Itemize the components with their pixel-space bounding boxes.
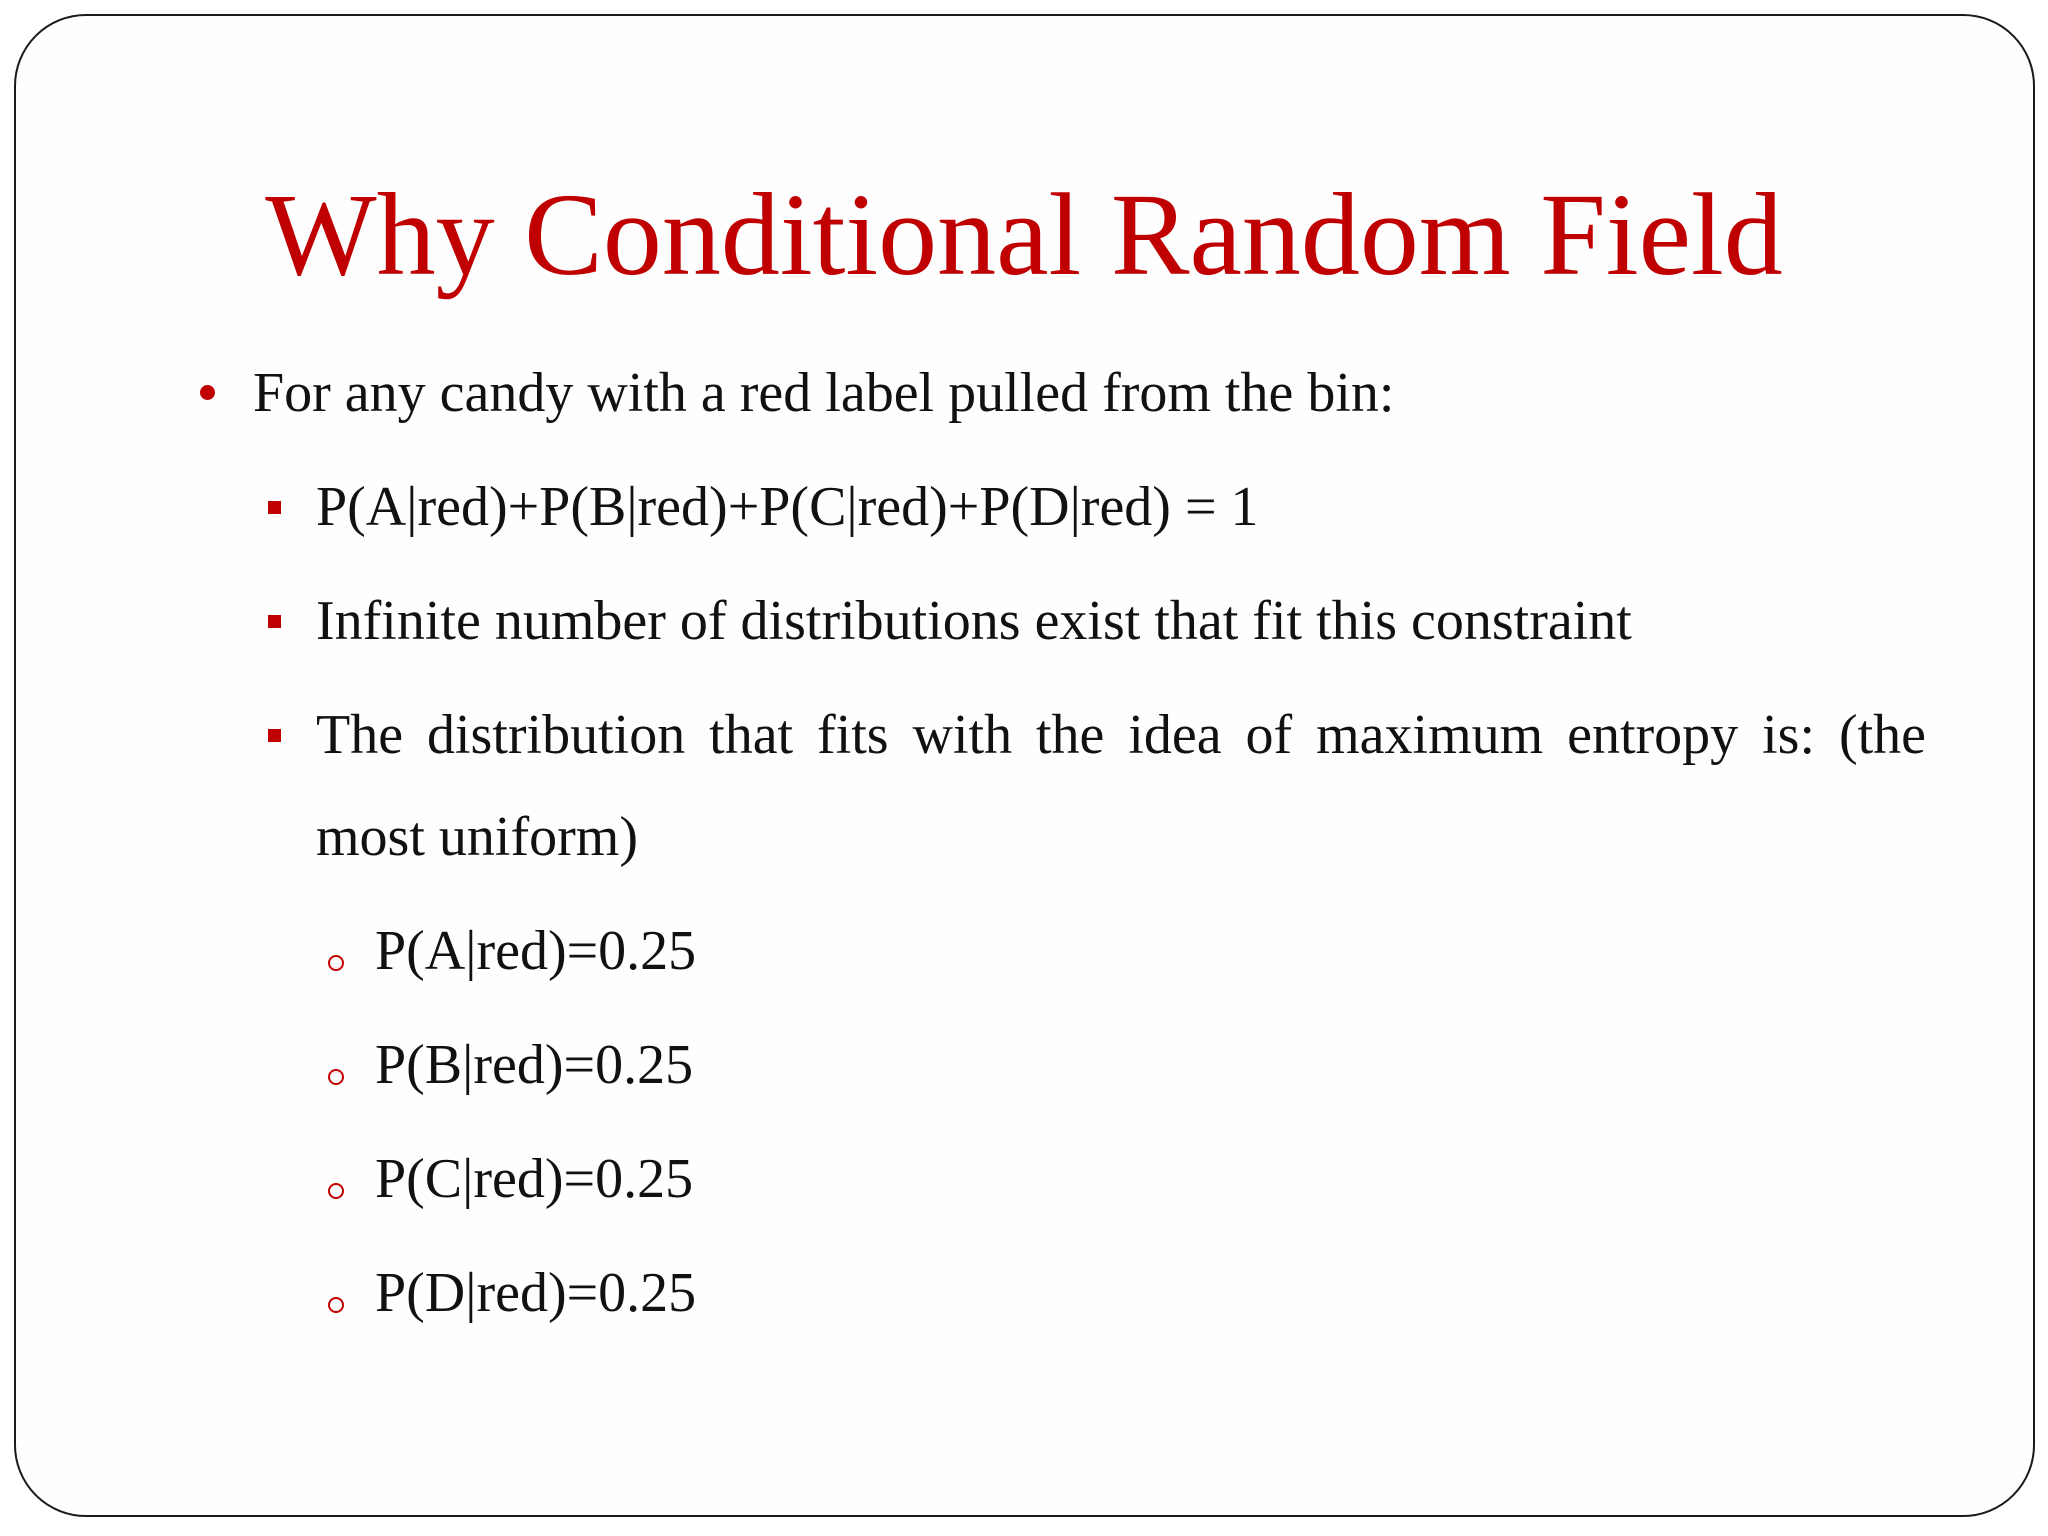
square-bullet-icon <box>268 615 281 628</box>
square-bullet-icon <box>268 501 281 514</box>
filled-circle-bullet-icon <box>200 385 215 400</box>
sub-bullet-item-continuation: most uniform) <box>316 806 638 868</box>
sub-sub-bullet-item: P(B|red)=0.25 <box>375 1034 694 1096</box>
sub-bullet-item: The distribution that fits with the idea of maximum entropy is: (the <box>316 704 1926 766</box>
sub-sub-bullet-item: P(C|red)=0.25 <box>375 1148 694 1210</box>
hollow-circle-bullet-icon <box>328 1297 344 1313</box>
sub-sub-bullet-item: P(D|red)=0.25 <box>375 1262 697 1324</box>
slide-title: Why Conditional Random Field <box>265 169 1783 300</box>
sub-bullet-item: Infinite number of distributions exist that fit this constraint <box>316 590 1632 652</box>
square-bullet-icon <box>268 729 281 742</box>
hollow-circle-bullet-icon <box>328 1069 344 1085</box>
hollow-circle-bullet-icon <box>328 955 344 971</box>
sub-sub-bullet-item: P(A|red)=0.25 <box>375 920 697 982</box>
sub-bullet-item: P(A|red)+P(B|red)+P(C|red)+P(D|red) = 1 <box>316 476 1259 538</box>
bullet-item: For any candy with a red label pulled from the bin: <box>253 362 1395 424</box>
hollow-circle-bullet-icon <box>328 1183 344 1199</box>
